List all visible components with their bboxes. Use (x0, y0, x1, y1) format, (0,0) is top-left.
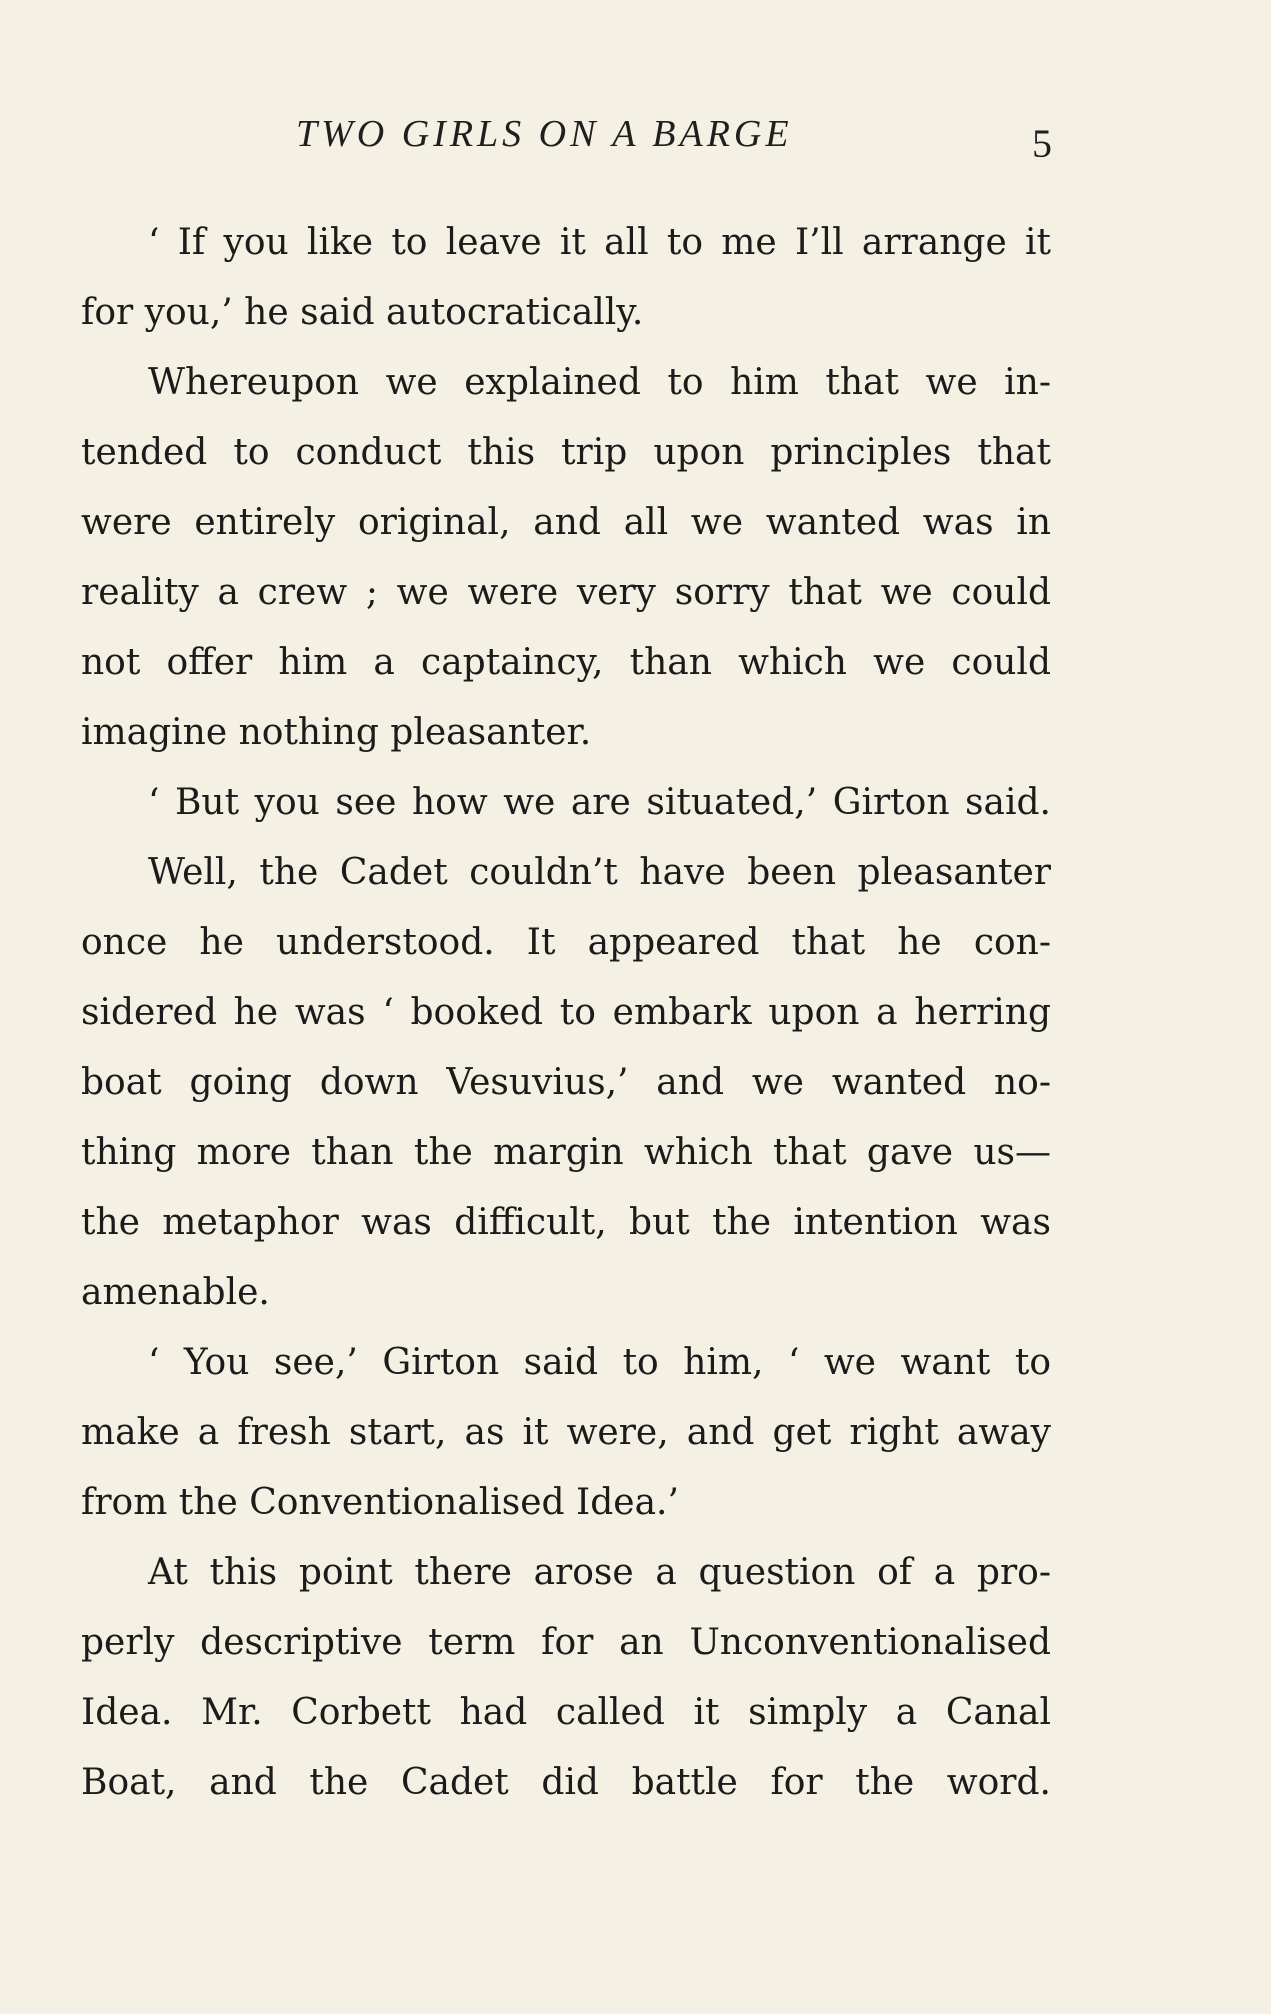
text-line: the metaphor was difficult, but the intention was (81, 1202, 1051, 1243)
text-line: ‘ If you like to leave it all to me I’ll arrange it (148, 222, 1051, 263)
page-header (0, 112, 1271, 172)
running-title: TWO GIRLS ON A BARGE (296, 113, 793, 155)
text-line: Well, the Cadet couldn’t have been pleasanter (148, 852, 1051, 893)
text-line: from the Conventionalised Idea.’ (81, 1482, 679, 1523)
text-line: boat going down Vesuvius,’ and we wanted no- (81, 1062, 1051, 1103)
body-text (81, 208, 1051, 1818)
text-line: At this point there arose a question of a pro- (148, 1552, 1051, 1593)
text-line: perly descriptive term for an Unconventionalised (81, 1622, 1051, 1663)
text-line: Whereupon we explained to him that we in- (148, 362, 1051, 403)
text-line: tended to conduct this trip upon principles that (81, 432, 1051, 473)
text-line: for you,’ he said autocratically. (81, 292, 644, 333)
text-line: ‘ You see,’ Girton said to him, ‘ we want to (148, 1342, 1051, 1383)
text-line: amenable. (81, 1272, 270, 1313)
text-line: were entirely original, and all we wanted was in (81, 502, 1051, 543)
text-line: once he understood. It appeared that he con- (81, 922, 1051, 963)
text-line: Boat, and the Cadet did battle for the word. (81, 1762, 1051, 1803)
text-line: sidered he was ‘ booked to embark upon a herring (81, 992, 1051, 1033)
page-number: 5 (1032, 121, 1052, 166)
text-line: Idea. Mr. Corbett had called it simply a Canal (81, 1692, 1051, 1733)
text-line: imagine nothing pleasanter. (81, 712, 592, 753)
text-line: make a fresh start, as it were, and get right away (81, 1412, 1051, 1453)
text-line: reality a crew ; we were very sorry that we could (81, 572, 1051, 613)
text-line: not offer him a captaincy, than which we could (81, 642, 1051, 683)
text-line: thing more than the margin which that gave us— (81, 1132, 1051, 1173)
text-line: ‘ But you see how we are situated,’ Girton said. (148, 782, 1051, 823)
